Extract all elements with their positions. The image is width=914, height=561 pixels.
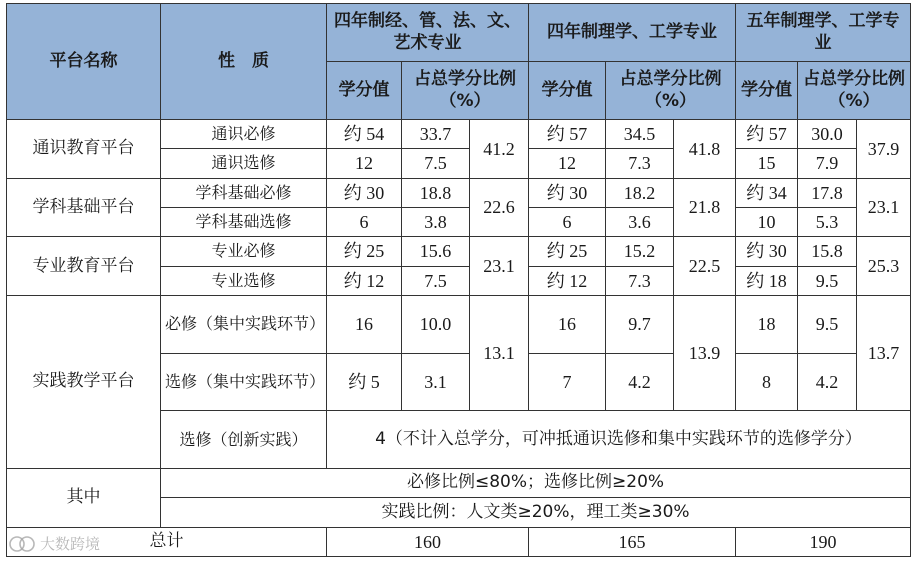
table-row <box>7 468 911 497</box>
header-percent: 占总学分比例（%） <box>606 62 736 120</box>
header-group-2: 四年制理学、工学专业 <box>529 4 736 62</box>
credit-cell: 约 34 <box>736 178 798 207</box>
header-percent: 占总学分比例（%） <box>402 62 529 120</box>
platform-total-percent: 13.9 <box>674 295 736 410</box>
platform-total-percent: 23.1 <box>470 237 529 296</box>
table-row <box>7 295 911 353</box>
header-nature: 性 质 <box>161 4 327 120</box>
total-label: 总计 <box>7 527 327 556</box>
percent-cell: 7.9 <box>798 149 857 178</box>
credit-cell: 约 57 <box>529 120 606 149</box>
credit-cell: 6 <box>327 207 402 236</box>
platform-total-percent: 41.8 <box>674 120 736 179</box>
platform-total-percent: 22.6 <box>470 178 529 237</box>
credit-cell: 约 54 <box>327 120 402 149</box>
nature-label: 学科基础必修 <box>161 178 327 207</box>
innovation-note: 4（不计入总学分，可冲抵通识选修和集中实践环节的选修学分） <box>327 411 911 469</box>
nature-label: 通识选修 <box>161 149 327 178</box>
nature-label: 专业必修 <box>161 237 327 266</box>
total-value: 160 <box>327 527 529 556</box>
header-platform: 平台名称 <box>7 4 161 120</box>
percent-cell: 7.5 <box>402 149 470 178</box>
credit-distribution-table <box>6 3 911 557</box>
credit-cell: 约 18 <box>736 266 798 295</box>
percent-cell: 15.2 <box>606 237 674 266</box>
credit-cell: 18 <box>736 295 798 353</box>
table-row <box>7 237 911 266</box>
percent-cell: 15.8 <box>798 237 857 266</box>
platform-name: 实践教学平台 <box>7 295 161 468</box>
credit-cell: 约 5 <box>327 353 402 411</box>
percent-cell: 9.5 <box>798 266 857 295</box>
credit-cell: 约 30 <box>529 178 606 207</box>
header-credit-value: 学分值 <box>529 62 606 120</box>
header-credit-value: 学分值 <box>736 62 798 120</box>
credit-cell: 16 <box>327 295 402 353</box>
header-row <box>7 4 911 62</box>
table-row <box>7 527 911 556</box>
percent-cell: 15.6 <box>402 237 470 266</box>
platform-total-percent: 21.8 <box>674 178 736 237</box>
percent-cell: 7.5 <box>402 266 470 295</box>
credit-cell: 6 <box>529 207 606 236</box>
percent-cell: 4.2 <box>798 353 857 411</box>
percent-cell: 9.7 <box>606 295 674 353</box>
percent-cell: 3.8 <box>402 207 470 236</box>
table-row <box>7 178 911 207</box>
platform-total-percent: 37.9 <box>857 120 911 179</box>
percent-cell: 17.8 <box>798 178 857 207</box>
total-value: 165 <box>529 527 736 556</box>
percent-cell: 3.6 <box>606 207 674 236</box>
watermark-text: 大数跨境 <box>40 535 101 553</box>
nature-label: 选修（创新实践） <box>161 411 327 469</box>
percent-cell: 7.3 <box>606 266 674 295</box>
platform-total-percent: 22.5 <box>674 237 736 296</box>
percent-cell: 7.3 <box>606 149 674 178</box>
percent-cell: 10.0 <box>402 295 470 353</box>
percent-cell: 3.1 <box>402 353 470 411</box>
platform-name: 学科基础平台 <box>7 178 161 237</box>
header-credit-value: 学分值 <box>327 62 402 120</box>
credit-cell: 约 57 <box>736 120 798 149</box>
credit-cell: 约 12 <box>529 266 606 295</box>
credit-cell: 约 12 <box>327 266 402 295</box>
credit-cell: 约 25 <box>327 237 402 266</box>
credit-cell: 8 <box>736 353 798 411</box>
nature-label: 学科基础选修 <box>161 207 327 236</box>
platform-total-percent: 23.1 <box>857 178 911 237</box>
percent-cell: 33.7 <box>402 120 470 149</box>
percent-cell: 9.5 <box>798 295 857 353</box>
platform-total-percent: 13.7 <box>857 295 911 410</box>
platform-total-percent: 41.2 <box>470 120 529 179</box>
credit-cell: 12 <box>327 149 402 178</box>
among-label: 其中 <box>7 468 161 527</box>
percent-cell: 18.2 <box>606 178 674 207</box>
total-value: 190 <box>736 527 911 556</box>
credit-cell: 约 30 <box>736 237 798 266</box>
credit-cell: 15 <box>736 149 798 178</box>
nature-label: 选修（集中实践环节） <box>161 353 327 411</box>
credit-cell: 约 30 <box>327 178 402 207</box>
nature-label: 专业选修 <box>161 266 327 295</box>
header-group-1: 四年制经、管、法、文、艺术专业 <box>327 4 529 62</box>
percent-cell: 18.8 <box>402 178 470 207</box>
platform-total-percent: 25.3 <box>857 237 911 296</box>
header-percent: 占总学分比例（%） <box>798 62 911 120</box>
percent-cell: 34.5 <box>606 120 674 149</box>
platform-total-percent: 13.1 <box>470 295 529 410</box>
percent-cell: 5.3 <box>798 207 857 236</box>
platform-name: 专业教育平台 <box>7 237 161 296</box>
nature-label: 通识必修 <box>161 120 327 149</box>
credit-cell: 16 <box>529 295 606 353</box>
credit-cell: 12 <box>529 149 606 178</box>
header-group-3: 五年制理学、工学专业 <box>736 4 911 62</box>
percent-cell: 30.0 <box>798 120 857 149</box>
credit-cell: 10 <box>736 207 798 236</box>
platform-name: 通识教育平台 <box>7 120 161 179</box>
among-line-2: 实践比例：人文类≥20%，理工类≥30% <box>161 498 911 527</box>
among-line-1: 必修比例≤80%；选修比例≥20% <box>161 468 911 497</box>
credit-cell: 约 25 <box>529 237 606 266</box>
table-row <box>7 120 911 149</box>
credit-cell: 7 <box>529 353 606 411</box>
nature-label: 必修（集中实践环节） <box>161 295 327 353</box>
percent-cell: 4.2 <box>606 353 674 411</box>
